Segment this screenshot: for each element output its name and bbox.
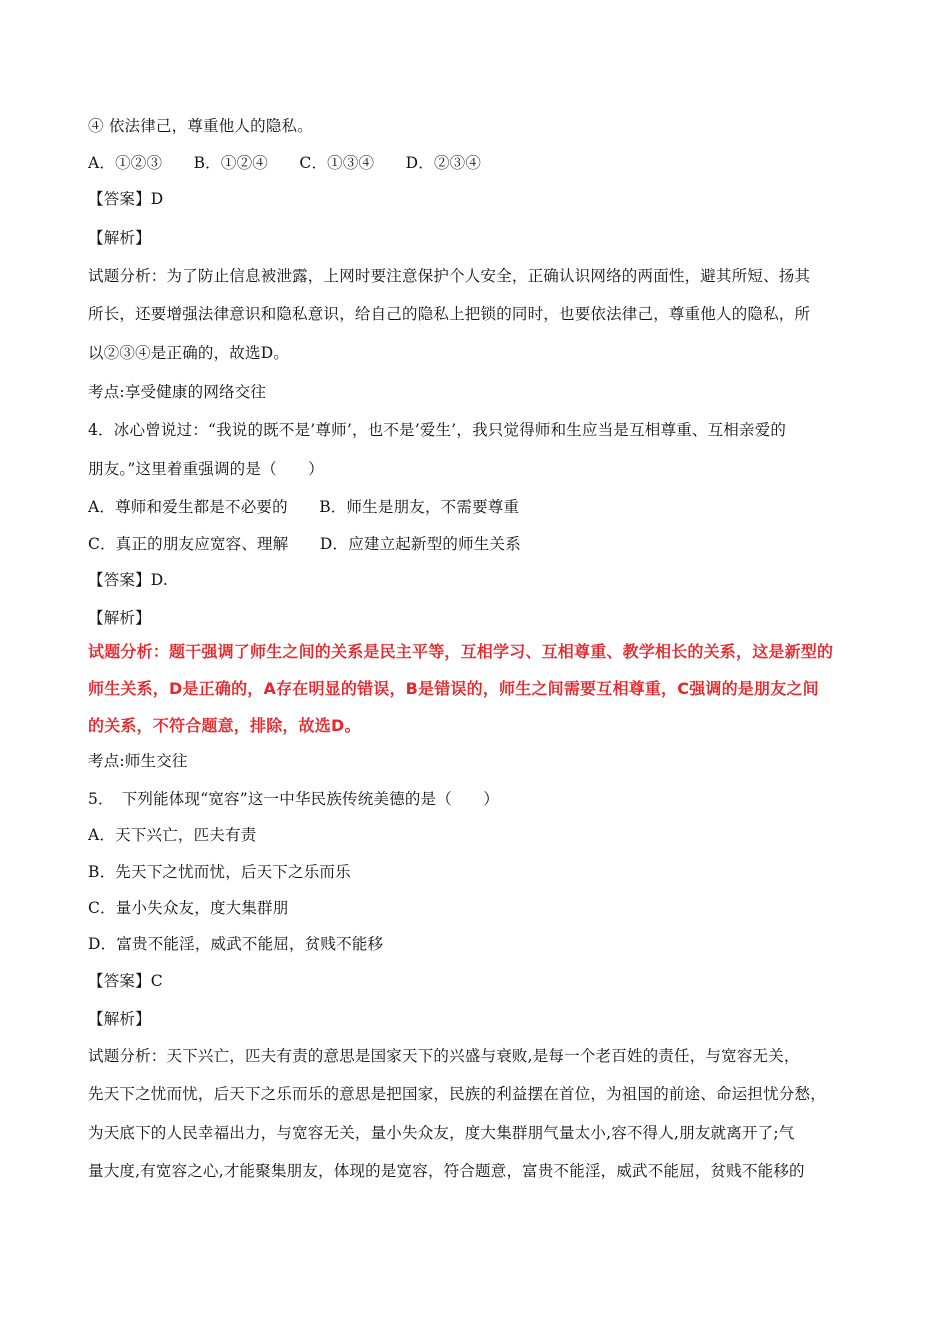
q3-topic: 考点:享受健康的网络交往 xyxy=(88,383,267,401)
q4-analysis-line-2: 师生关系，D是正确的，A存在明显的错误，B是错误的，师生之间需要互相尊重，C强调的是朋友之间 xyxy=(88,679,819,698)
q5-analysis-heading: 【解析】 xyxy=(88,1010,151,1028)
q3-analysis-line-1: 试题分析：为了防止信息被泄露，上网时要注意保护个人安全，正确认识网络的两面性，避其所短、扬其 xyxy=(88,267,811,285)
q5-analysis-line-4: 量大度,有宽容之心,才能聚集朋友，体现的是宽容，符合题意，富贵不能淫，威武不能屈，贫贱不能移的 xyxy=(88,1162,805,1180)
q4-analysis-line-1: 试题分析：题干强调了师生之间的关系是民主平等，互相学习、互相尊重、教学相长的关系，这是新型的 xyxy=(88,642,834,661)
q5-choice-c: C．量小失众友，度大集群朋 xyxy=(88,899,289,917)
q4-analysis-heading: 【解析】 xyxy=(88,609,151,627)
q3-analysis-line-3: 以②③④是正确的，故选D。 xyxy=(88,344,290,362)
q4-stem-line-2: 朋友。”这里着重强调的是（ ） xyxy=(88,460,324,478)
q3-analysis-line-2: 所长，还要增强法律意识和隐私意识，给自己的隐私上把锁的同时，也要依法律己，尊重他人的隐私，所 xyxy=(88,305,811,323)
q5-choice-d: D．富贵不能淫，威武不能屈，贫贱不能移 xyxy=(88,935,384,953)
q4-answer: 【答案】D. xyxy=(88,571,169,589)
q4-choices-ab: A．尊师和爱生都是不必要的 B．师生是朋友，不需要尊重 xyxy=(88,498,520,516)
q4-stem-line-1: 4．冰心曾说过：“我说的既不是’尊师’，也不是’爱生’，我只觉得师和生应当是互相尊重、互相亲爱的 xyxy=(88,421,787,439)
q4-analysis-line-3: 的关系，不符合题意，排除，故选D。 xyxy=(88,716,361,735)
q5-analysis-line-3: 为天底下的人民幸福出力，与宽容无关，量小失众友，度大集群朋气量太小,容不得人,朋友就离开了;气 xyxy=(88,1124,795,1142)
q5-choice-a: A．天下兴亡，匹夫有责 xyxy=(88,826,257,844)
q3-answer: 【答案】D xyxy=(88,190,164,208)
q5-stem: 5． 下列能体现“宽容”这一中华民族传统美德的是（ ） xyxy=(88,790,500,808)
q5-answer: 【答案】C xyxy=(88,972,163,990)
q4-topic: 考点:师生交往 xyxy=(88,752,188,770)
q3-choices: A．①②③ B．①②④ C．①③④ D．②③④ xyxy=(88,154,482,172)
q5-choice-b: B．先天下之忧而忧，后天下之乐而乐 xyxy=(88,863,351,881)
q5-analysis-line-2: 先天下之忧而忧，后天下之乐而乐的意思是把国家，民族的利益摆在首位，为祖国的前途、命运担忧分愁， xyxy=(88,1085,826,1103)
option-4-text: ④ 依法律己，尊重他人的隐私。 xyxy=(88,117,313,135)
q5-analysis-line-1: 试题分析：天下兴亡，匹夫有责的意思是国家天下的兴盛与衰败,是每一个老百姓的责任，与宽容无关， xyxy=(88,1047,800,1065)
q4-choices-cd: C．真正的朋友应宽容、理解 D．应建立起新型的师生关系 xyxy=(88,535,521,553)
q3-analysis-heading: 【解析】 xyxy=(88,229,151,247)
